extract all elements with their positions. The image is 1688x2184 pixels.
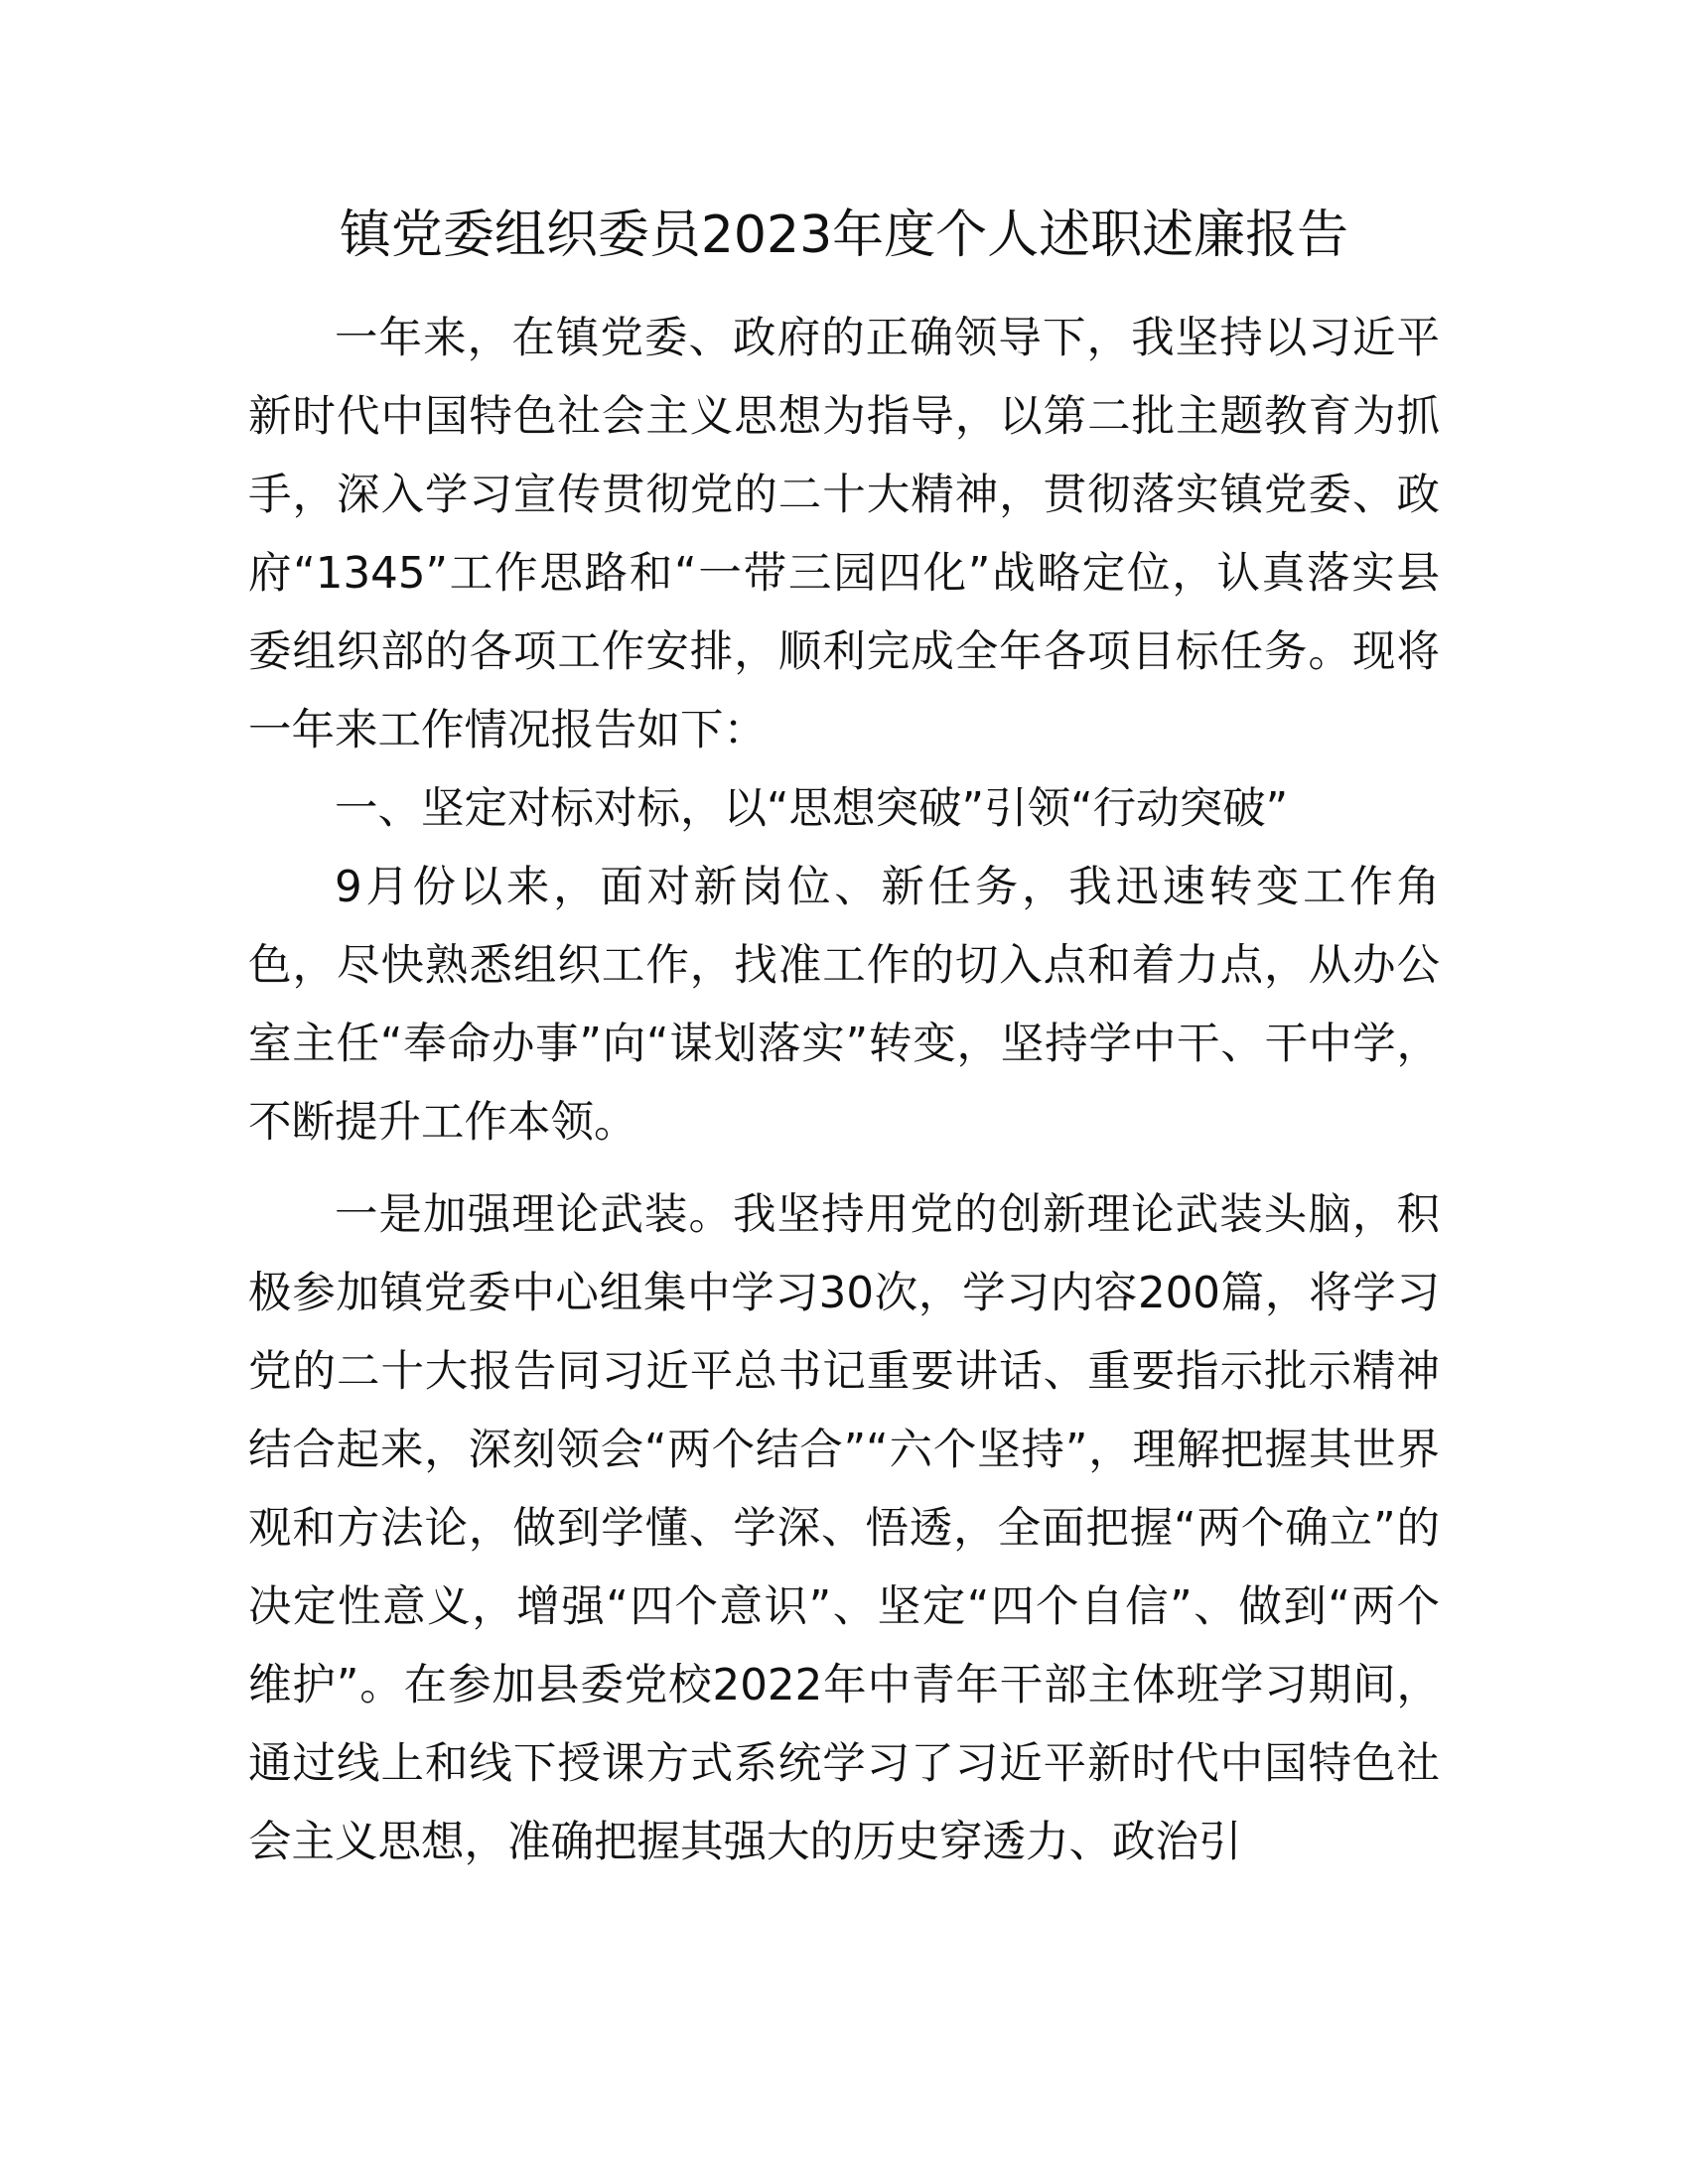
body-paragraph-3: 一是加强理论武装。我坚持用党的创新理论武装头脑，积极参加镇党委中心组集中学习30次，学习内容200篇，将学习党的二十大报告同习近平总书记重要讲话、重要指示批示精神结合起来，深刻领会“两个结合”“六个坚持”，理解把握其世界观和方法论，做到学懂、学深、悟透，全面把握“两个确立”的决定性意义，增强“四个意识”、坚定“四个自信”、做到“两个维护”。在参加县委党校2022年中青年干部主体班学习期间，通过线上和线下授课方式系统学习了习近平新时代中国特色社会主义思想，准确把握其强大的历史穿透力、政治引 [248,1190,1440,1867]
document-title: 镇党委组织委员2023年度个人述职述廉报告 [339,205,1349,265]
body-paragraph-2: 9月份以来，面对新岗位、新任务，我迅速转变工作角色，尽快熟悉组织工作，找准工作的切入点和着力点，从办公室主任“奉命办事”向“谋划落实”转变，坚持学中干、干中学，不断提升工作本领。 [248,863,1440,1148]
intro-paragraph: 一年来，在镇党委、政府的正确领导下，我坚持以习近平新时代中国特色社会主义思想为指导，以第二批主题教育为抓手，深入学习宣传贯彻党的二十大精神，贯彻落实镇党委、政府“1345”工作思路和“一带三园四化”战略定位，认真落实县委组织部的各项工作安排，顺利完成全年各项目标任务。现将一年来工作情况报告如下： [248,314,1440,755]
document-body [248,300,1440,1882]
section-heading-1: 一、坚定对标对标，以“思想突破”引领“行动突破” [335,784,1289,834]
